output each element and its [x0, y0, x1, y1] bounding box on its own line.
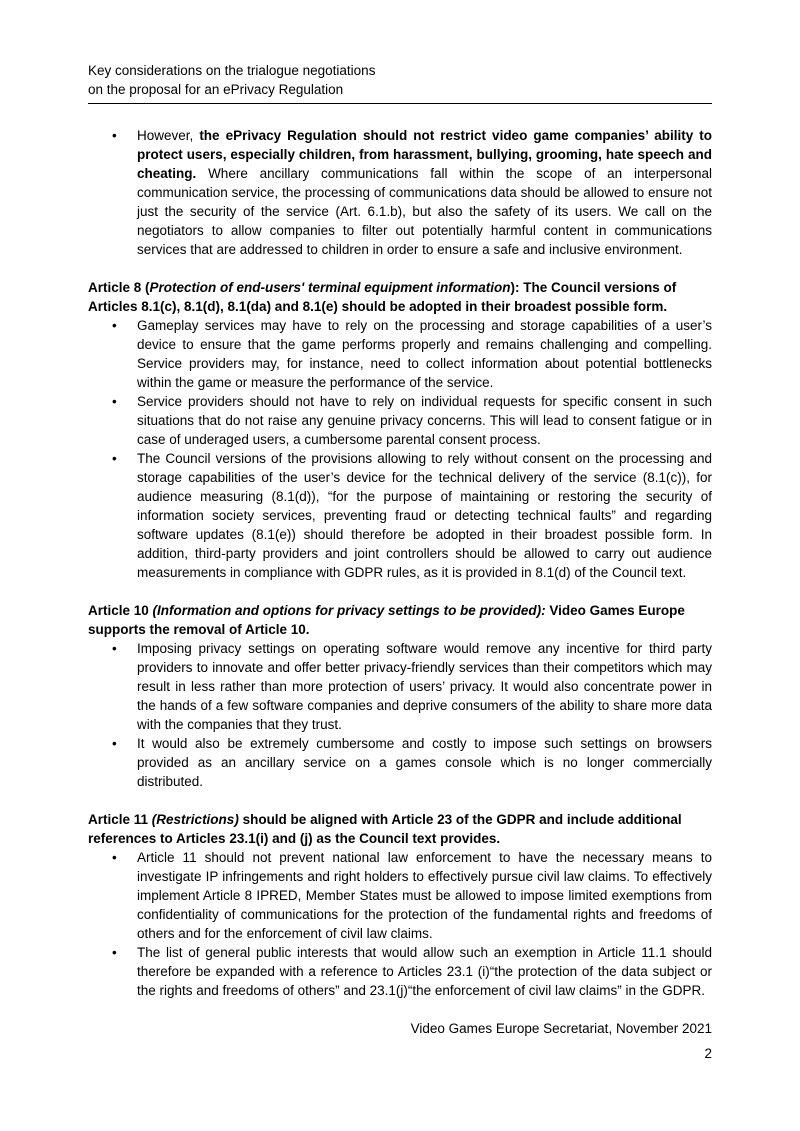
article-10-heading-run-1: Article 10: [88, 603, 153, 618]
intro-run-regular-2: Where ancillary communications fall within the scope of an interpersonal communication service, the processing of communications data should be allowed to ensure not just the security of the service (Art. 6.1.b), but also the safety of its users. We call on the negotiators to allow companies to filter out potentially harmful content in communications services that are addressed to children in order to ensure a safe and inclusive environment.: [137, 166, 712, 257]
article-11-bullet-2-text: The list of general public interests that would allow such an exemption in Article 11.1 should therefore be expanded with a reference to Articles 23.1 (i)“the protection of the data subject or the rights and freedoms of others” and 23.1(j)“the enforcement of civil law claims” in the GDPR.: [137, 945, 712, 998]
article-11-heading-run-1: Article 11: [88, 812, 152, 827]
article-10-heading-run-2: Video Games Europe supports the removal of Article 10.: [88, 603, 685, 637]
article-10-bullet-1: [137, 639, 712, 734]
article-10-heading-run-italic: (Information and options for privacy settings to be provided):: [152, 603, 546, 618]
article-8-bullet-3-text: The Council versions of the provisions allowing to rely without consent on the processing and storage capabilities of the user’s device for the technical delivery of the service (8.1(c)), for audience measuring (8.1(d)), “for the purpose of maintaining or restoring the security of information society services, preventing fraud or detecting technical faults” and regarding software updates (8.1(e)) should therefore be adopted in their broadest possible form. In addition, third-party providers and joint controllers should be allowed to carry out audience measurements in compliance with GDPR rules, as it is provided in 8.1(d) of the Council text.: [137, 451, 712, 580]
article-8-heading-run-italic: Protection of end-users' terminal equipment information: [149, 280, 511, 295]
article-10-bullet-2: [137, 734, 712, 791]
article-8-bullet-3: [137, 449, 712, 582]
article-8-bullet-1: [137, 316, 712, 392]
article-11-bullet-1-text: Article 11 should not prevent national law enforcement to have the necessary means to investigate IP infringements and right holders to effectively pursue civil law claims. To effectively implement Article 8 IPRED, Member States must be allowed to impose limited exemptions from confidentiality of communications for the protection of the fundamental rights and freedoms of others and for the enforcement of civil law claims.: [137, 850, 712, 941]
article-11-heading-run-italic: (Restrictions): [151, 812, 239, 827]
intro-run-regular-1: However,: [137, 128, 200, 143]
article-8-heading-run-1: Article 8 (: [88, 280, 150, 295]
article-8-heading: [88, 278, 712, 316]
article-11-heading-run-2: should be aligned with Article 23 of the GDPR and include additional references to Articles 23.1(i) and (j) as the Council text provides.: [88, 812, 682, 846]
article-8-bullet-2: [137, 392, 712, 449]
article-10-bullet-2-text: It would also be extremely cumbersome and costly to impose such settings on browsers provided as an ancillary service on a games console which is no longer commercially distributed.: [137, 736, 712, 789]
intro-run-bold: the ePrivacy Regulation should not restrict video game companies’ ability to protect users, especially children, from harassment, bullying, grooming, hate speech and cheating.: [137, 128, 712, 181]
article-10-bullet-1-text: Imposing privacy settings on operating software would remove any incentive for third party providers to innovate and offer better privacy-friendly services than their competitors which may result in less rather than more protection of users’ privacy. It would also concentrate power in the hands of a few software companies and deprive consumers of the ability to share more data with the companies that they trust.: [137, 641, 712, 732]
article-10-heading: [88, 601, 712, 639]
page-number: 2: [704, 1046, 712, 1061]
article-11-bullet-1: [137, 848, 712, 943]
article-11-bullet-2: [137, 943, 712, 1000]
header-line-2: on the proposal for an ePrivacy Regulation: [88, 82, 344, 97]
signature: Video Games Europe Secretariat, November 2021: [410, 1021, 712, 1036]
article-11-heading: [88, 810, 712, 848]
article-8-bullet-1-text: Gameplay services may have to rely on the processing and storage capabilities of a user’s device to ensure that the game performs properly and remains challenging and compelling. Service providers may, for instance, need to collect information about potential bottlenecks within the game or measure the performance of the service.: [137, 318, 712, 390]
intro-bullet-item: [137, 126, 712, 259]
article-8-bullet-2-text: Service providers should not have to rely on individual requests for specific consent in such situations that do not raise any genuine privacy concerns. This will lead to consent fatigue or in case of underaged users, a cumbersome parental consent process.: [137, 394, 712, 447]
document-body: [88, 126, 712, 1038]
document-header: [88, 61, 712, 104]
article-8-heading-run-2: ): The Council versions of Articles 8.1(c), 8.1(d), 8.1(da) and 8.1(e) should be adopted in their broadest possible form.: [88, 280, 677, 314]
header-line-1: Key considerations on the trialogue negotiations: [88, 63, 376, 78]
